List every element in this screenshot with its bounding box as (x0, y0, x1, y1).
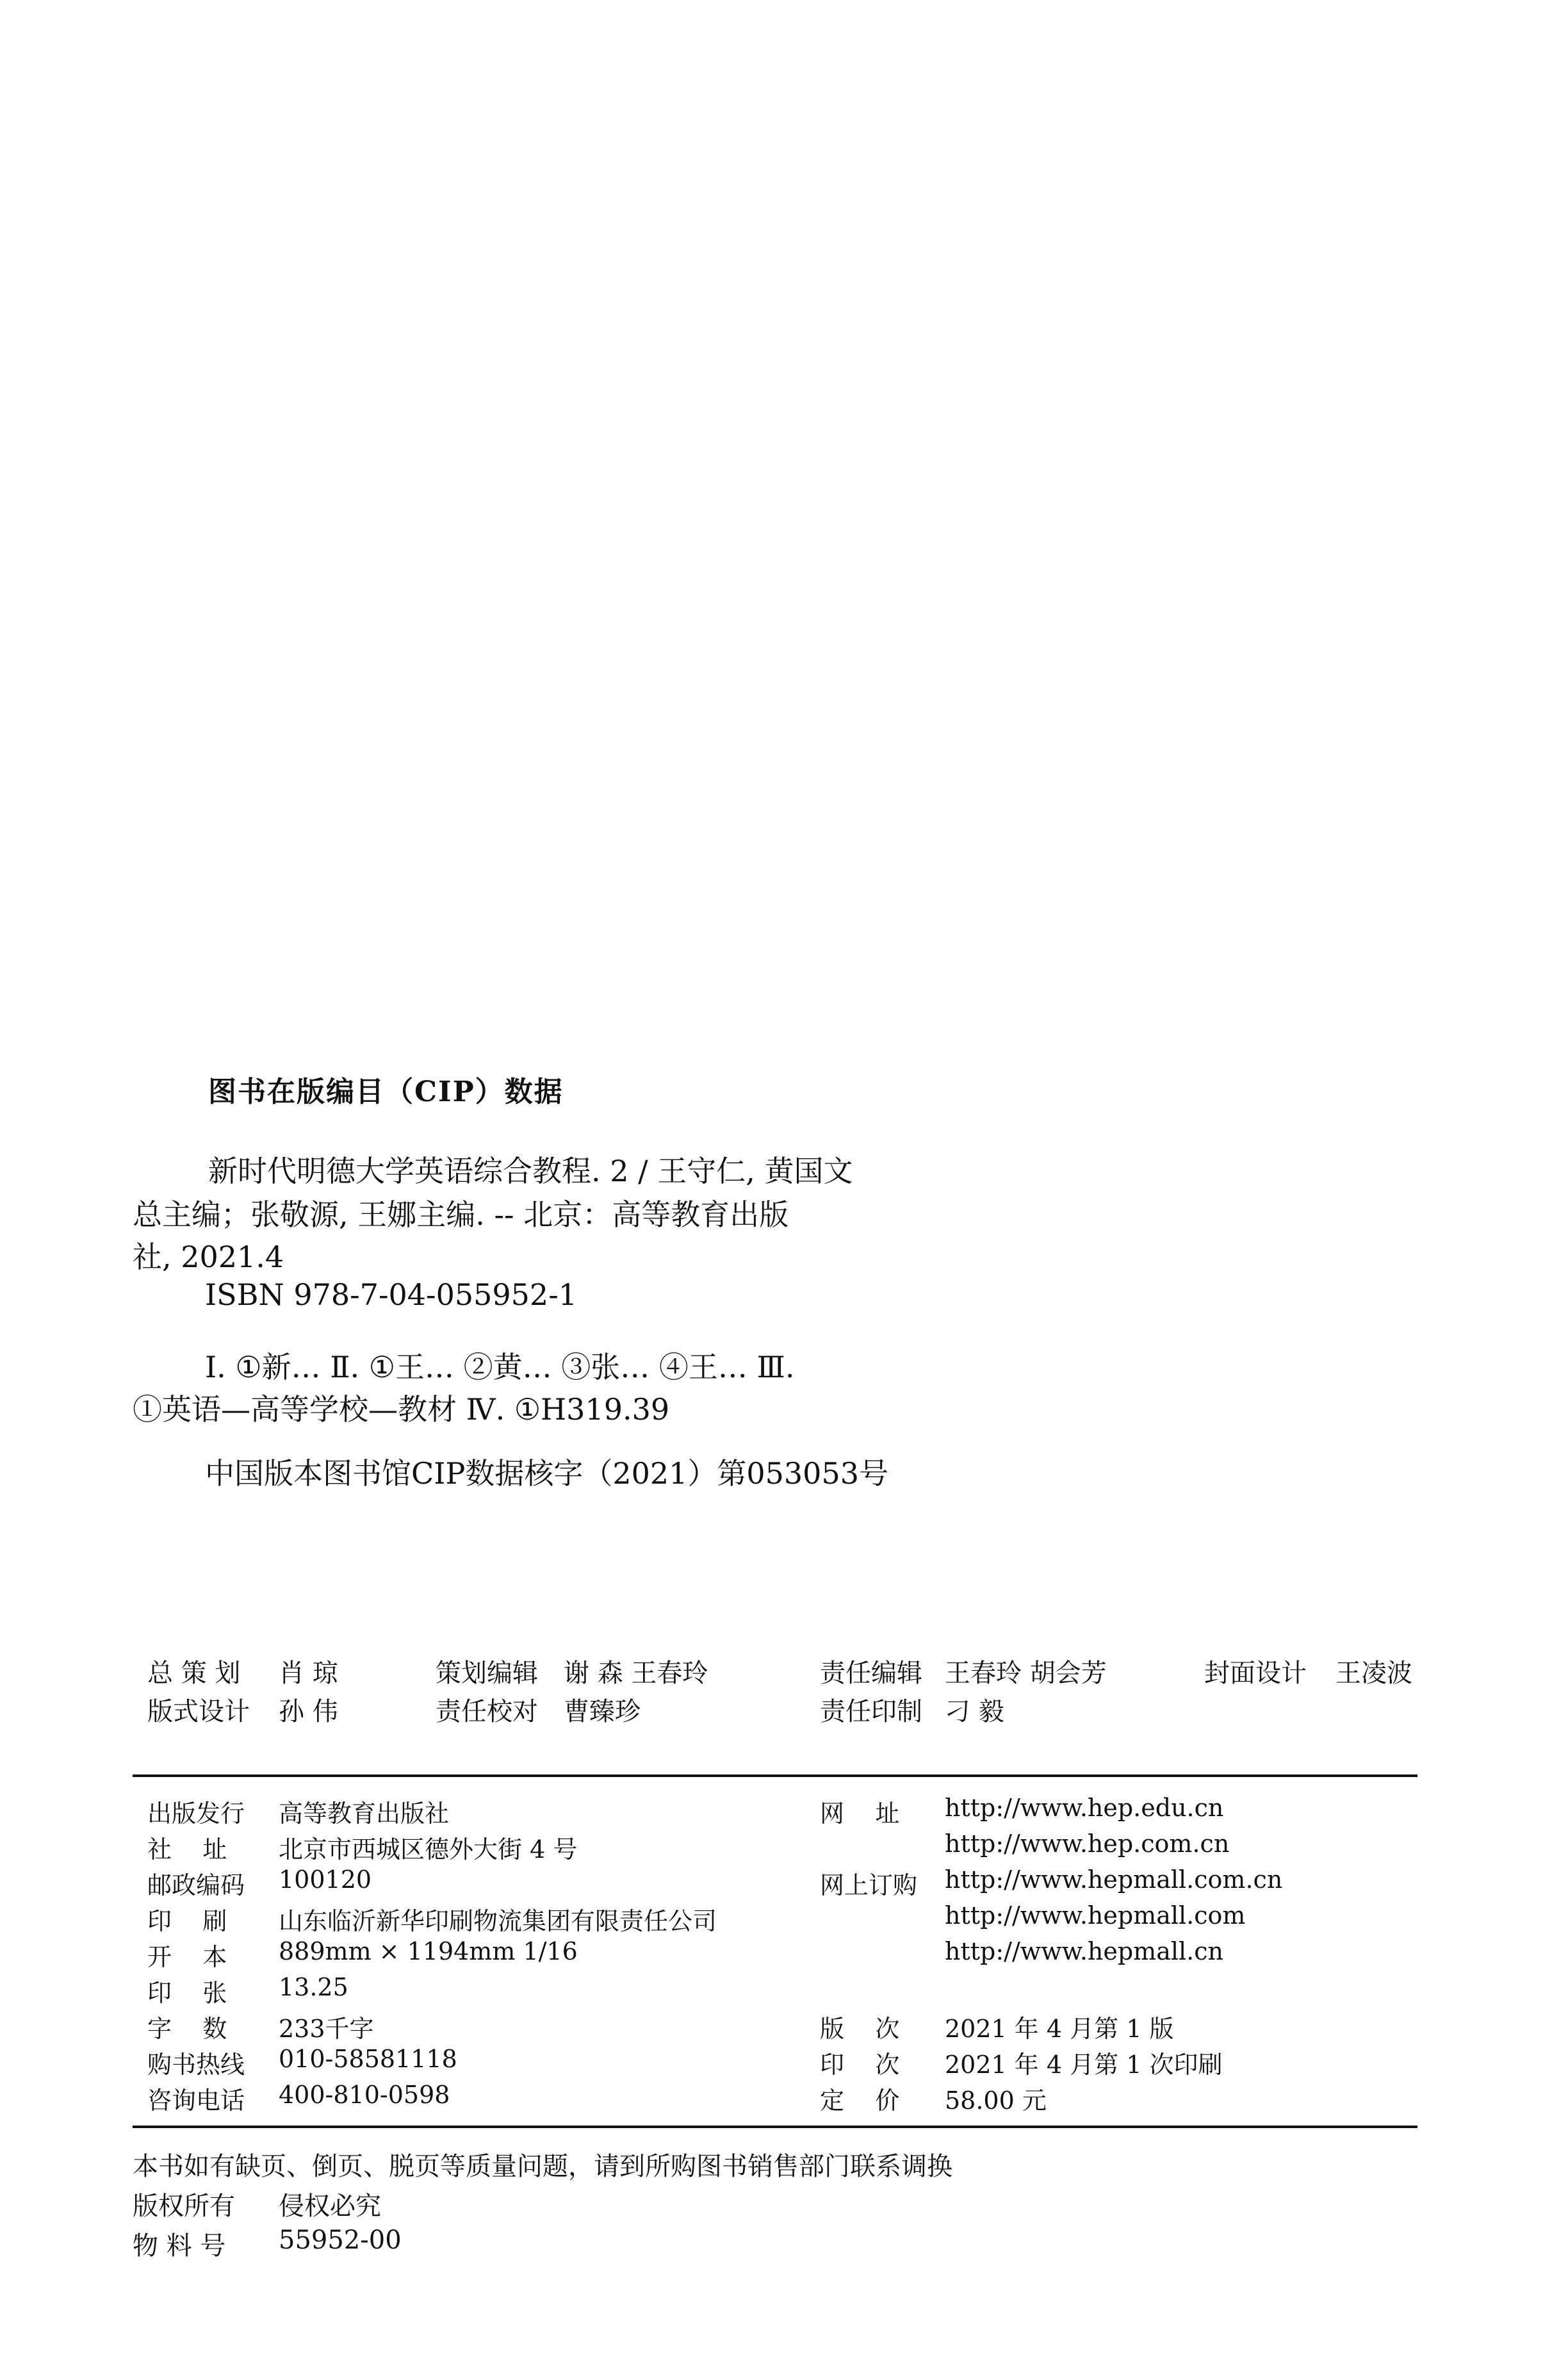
address-label: 社 址 (147, 1835, 227, 1864)
cip-line-2: 总主编；张敬源, 王娜主编. -- 北京：高等教育出版 (133, 1197, 789, 1232)
cip-core-number: 中国版本图书馆CIP数据核字（2021）第053053号 (205, 1456, 888, 1491)
credit-chief-planner-label: 总 策 划 (147, 1659, 241, 1688)
credit-planning-editor-label: 策划编辑 (436, 1659, 538, 1688)
material-number-label: 物 料 号 (133, 2231, 226, 2261)
credit-layout-design-value: 孙 伟 (279, 1697, 338, 1726)
online-order-label: 网上订购 (820, 1871, 918, 1899)
edition-label: 版 次 (820, 2015, 900, 2043)
credit-proofreader-value: 曹臻珍 (564, 1697, 641, 1726)
inquiry-phone-value: 400-810-0598 (279, 2081, 450, 2109)
word-count-label: 字 数 (147, 2015, 227, 2043)
order-hotline-label: 购书热线 (147, 2051, 245, 2079)
address-value: 北京市西城区德外大街 4 号 (279, 1835, 578, 1864)
divider-bottom (133, 2126, 1417, 2128)
format-label: 开 本 (147, 1943, 227, 1971)
credit-print-manager-label: 责任印制 (820, 1697, 922, 1726)
credit-print-manager-value: 刁 毅 (945, 1697, 1004, 1726)
order-hotline-value: 010-58581118 (279, 2045, 457, 2073)
credit-cover-design-value: 王凌波 (1335, 1659, 1412, 1688)
inquiry-phone-label: 咨询电话 (147, 2086, 245, 2115)
rights-label: 版权所有 (133, 2192, 235, 2221)
printing-label: 印 次 (820, 2051, 900, 2079)
edition-value: 2021 年 4 月第 1 版 (945, 2015, 1174, 2043)
online-order-url-3: http://www.hepmall.cn (945, 1937, 1224, 1965)
website-url-1: http://www.hep.edu.cn (945, 1794, 1224, 1822)
publisher-label: 出版发行 (147, 1799, 245, 1828)
credit-responsible-editor-value: 王春玲 胡会芳 (945, 1659, 1107, 1688)
website-url-2: http://www.hep.com.cn (945, 1830, 1230, 1858)
credit-cover-design-label: 封面设计 (1204, 1659, 1307, 1688)
divider-top (133, 1774, 1417, 1777)
quality-notice: 本书如有缺页、倒页、脱页等质量问题，请到所购图书销售部门联系调换 (133, 2152, 952, 2181)
credit-planning-editor-value: 谢 森 王春玲 (564, 1659, 708, 1688)
format-value: 889mm × 1194mm 1/16 (279, 1937, 578, 1965)
printing-value: 2021 年 4 月第 1 次印刷 (945, 2051, 1223, 2079)
credit-layout-design-label: 版式设计 (147, 1697, 250, 1726)
online-order-url-1: http://www.hepmall.com.cn (945, 1865, 1283, 1894)
postcode-label: 邮政编码 (147, 1871, 245, 1899)
printer-value: 山东临沂新华印刷物流集团有限责任公司 (279, 1907, 717, 1935)
word-count-value: 233千字 (279, 2015, 374, 2043)
material-number-value: 55952-00 (279, 2225, 402, 2255)
cip-title: 图书在版编目（CIP）数据 (208, 1076, 564, 1108)
credit-chief-planner-value: 肖 琼 (279, 1659, 338, 1688)
credit-responsible-editor-label: 责任编辑 (820, 1659, 922, 1688)
sheets-label: 印 张 (147, 1979, 227, 2007)
cip-classification-2: ①英语—高等学校—教材 Ⅳ. ①H319.39 (133, 1392, 670, 1427)
postcode-value: 100120 (279, 1865, 372, 1894)
credit-proofreader-label: 责任校对 (436, 1697, 538, 1726)
rights-value: 侵权必究 (279, 2192, 381, 2221)
price-label: 定 价 (820, 2086, 900, 2115)
cip-line-3: 社, 2021.4 (133, 1240, 284, 1274)
cip-line-1: 新时代明德大学英语综合教程. 2 / 王守仁, 黄国文 (208, 1154, 853, 1188)
website-label: 网 址 (820, 1799, 900, 1828)
online-order-url-2: http://www.hepmall.com (945, 1901, 1246, 1930)
cip-classification-1: Ⅰ. ①新… Ⅱ. ①王… ②黄… ③张… ④王… Ⅲ. (205, 1350, 795, 1384)
price-value: 58.00 元 (945, 2086, 1047, 2115)
printer-label: 印 刷 (147, 1907, 227, 1935)
publisher-value: 高等教育出版社 (279, 1799, 450, 1828)
cip-isbn: ISBN 978-7-04-055952-1 (205, 1277, 577, 1312)
sheets-value: 13.25 (279, 1973, 348, 2001)
